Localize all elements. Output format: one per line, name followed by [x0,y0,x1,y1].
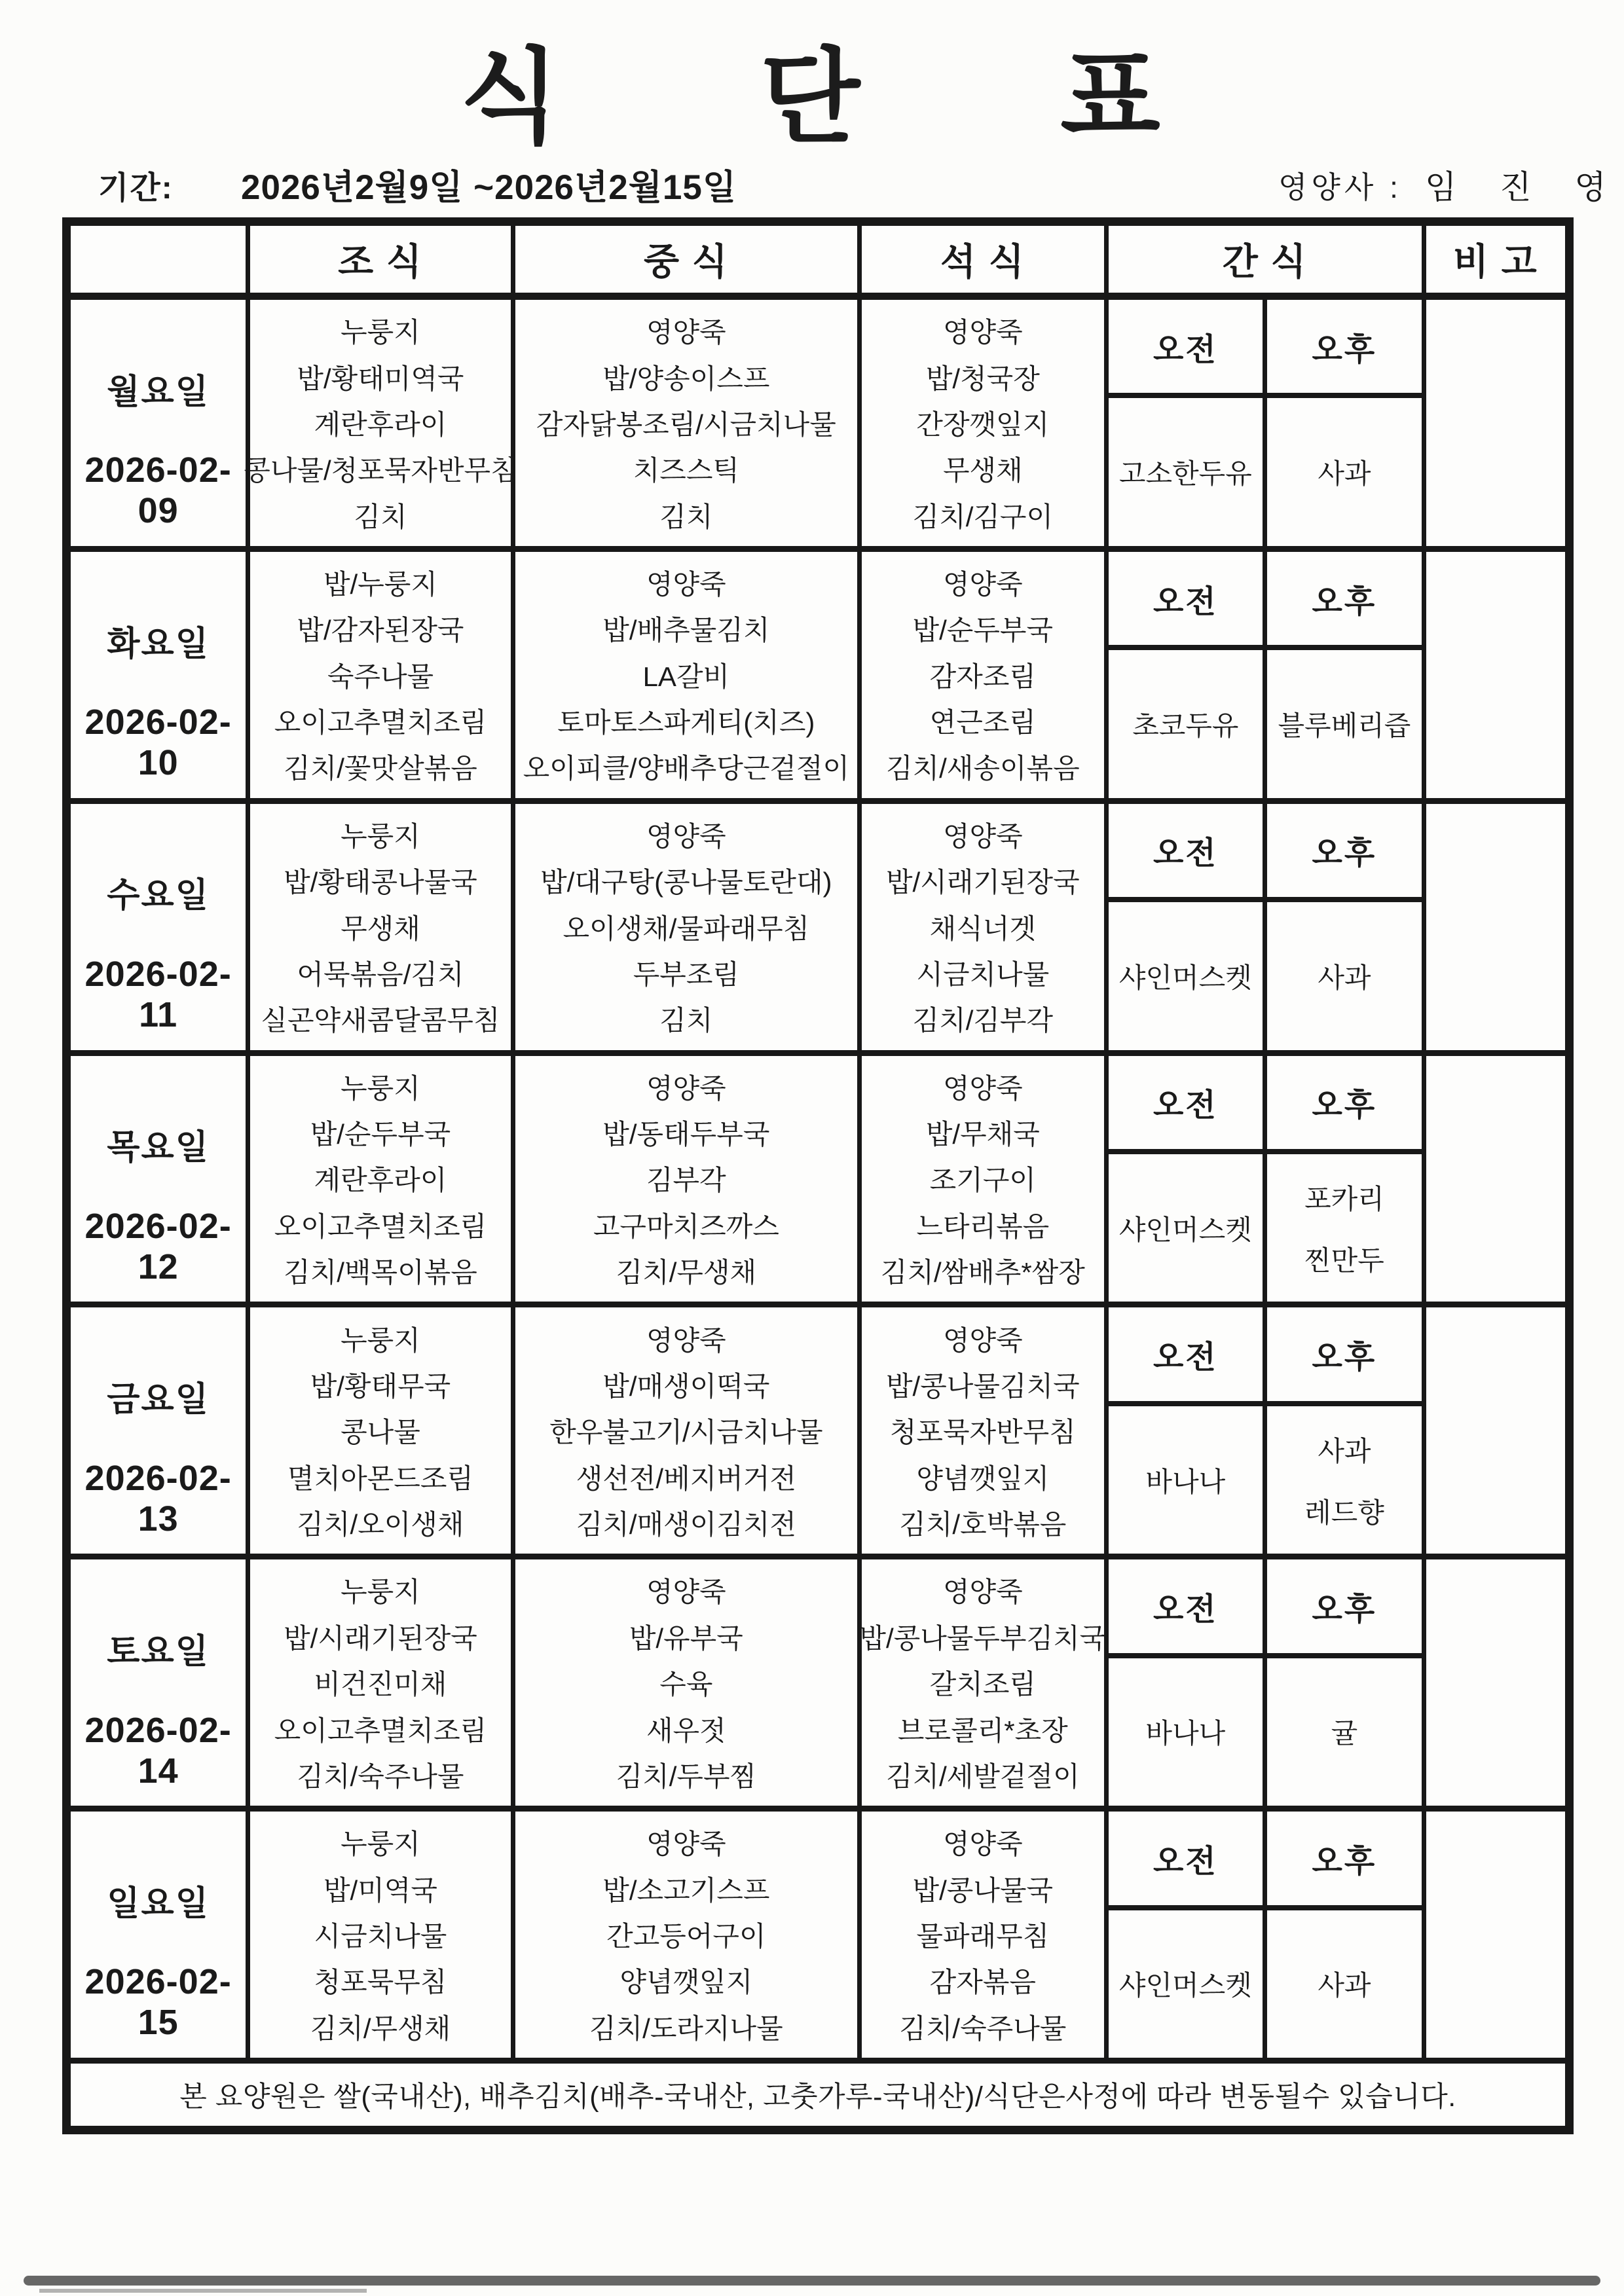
snack-pm-items [1267,1910,1422,2058]
snack-pm-header: 오후 [1267,1812,1422,1910]
breakfast-cell [250,1559,515,1806]
menu-item: 누룽지 [341,317,420,348]
menu-item: 브로콜리*초장 [897,1715,1068,1746]
day-note-cell [1426,1307,1565,1554]
snack-am-items [1109,1658,1263,1806]
snack-am-cell [1109,552,1268,798]
menu-item: 밥/콩나물두부김치국 [859,1622,1107,1654]
snack-item: 샤인머스켓 [1118,962,1252,993]
menu-item: 김치/숙주나물 [899,2013,1067,2044]
menu-item: 밥/청국장 [925,363,1040,394]
day-cell [71,552,250,798]
nutritionist-label: 영양사 : [1278,170,1402,204]
snack-item: 사과 [1318,1435,1371,1467]
snack-item: 샤인머스켓 [1118,1214,1252,1245]
snack-am-cell [1109,804,1268,1050]
snack-item: 사과 [1318,458,1371,490]
snack-pm-cell [1267,1812,1426,2058]
snack-item: 샤인머스켓 [1118,1970,1252,2001]
menu-item: 오이고추멸치조림 [274,707,487,738]
snack-am-cell [1109,1559,1268,1806]
menu-item: 멸치아몬드조림 [287,1463,473,1494]
breakfast-cell [250,804,515,1050]
menu-item: 영양죽 [942,1576,1023,1608]
menu-item: 영양죽 [646,820,726,852]
menu-item: 연근조림 [929,707,1036,738]
menu-item: 영양죽 [942,1829,1023,1860]
snack-am-items [1109,398,1263,546]
table-footer-note [71,2064,1565,2126]
menu-item: 누룽지 [341,1576,420,1608]
dinner-cell [862,300,1109,546]
table-header-row [71,226,1565,300]
snack-am-items [1109,1910,1263,2058]
dinner-cell [859,1559,1109,1806]
menu-item: 밥/소고기스프 [602,1874,770,1906]
breakfast-cell [250,1812,515,2058]
snack-item: 바나나 [1145,1466,1226,1497]
dinner-cell [862,552,1109,798]
snack-pm-header: 오후 [1267,1056,1422,1154]
snack-pm-items [1267,902,1422,1050]
menu-item: 무생채 [341,913,420,944]
day-row [71,552,1565,804]
day-cell [71,1559,250,1806]
snack-pm-items [1267,1154,1422,1302]
snack-item: 사과 [1318,962,1371,993]
dinner-cell [862,1812,1109,2058]
day-row [71,1056,1565,1308]
snack-pm-cell [1267,552,1426,798]
snack-pm-header: 오후 [1267,804,1422,902]
menu-item: 밥/감자된장국 [297,615,464,646]
day-name-label: 금요일 [107,1381,210,1419]
menu-item: 김치 [354,501,407,532]
nutritionist-name: 임 진 영 [1425,169,1623,206]
menu-item: 느타리볶음 [916,1211,1050,1242]
menu-item: 밥/동태두부국 [602,1119,770,1150]
menu-item: 영양죽 [646,1829,726,1860]
snack-item: 고소한두유 [1118,458,1252,490]
lunch-cell [515,804,862,1050]
menu-item: 김치/새송이볶음 [885,753,1080,784]
snack-am-cell [1109,1812,1268,2058]
menu-item: 감자닭봉조림/시금치나물 [536,409,836,440]
menu-item: 밥/황태미역국 [297,363,464,394]
snack-pm-cell [1267,1307,1426,1554]
menu-item: 실곤약새콤달콤무침 [261,1005,500,1036]
day-date-label: 2026-02-12 [84,1206,232,1286]
day-row [71,804,1565,1056]
breakfast-cell [250,552,515,798]
menu-item: 숙주나물 [327,661,434,692]
day-cell [71,1056,250,1302]
period-label: 기간: [98,171,174,206]
menu-item: 감자조림 [929,661,1036,692]
header-snack: 간 식 [1109,226,1426,293]
menu-item: 치즈스틱 [633,455,739,486]
breakfast-cell [250,1056,515,1302]
menu-item: 양념깻잎지 [619,1967,753,1998]
day-note-cell [1426,1812,1565,2058]
menu-item: 어묵볶음/김치 [297,958,464,990]
menu-item: 양념깻잎지 [916,1463,1050,1494]
menu-item: 김치/도라지나물 [589,2013,783,2044]
menu-item: 계란후라이 [314,1165,447,1196]
menu-item: 밥/유부국 [629,1622,743,1654]
header-breakfast: 조 식 [250,226,515,293]
day-name-label: 토요일 [107,1633,210,1671]
menu-item: 누룽지 [341,1324,420,1356]
day-note-cell [1426,804,1565,1050]
snack-am-header: 오전 [1109,552,1263,650]
menu-item: 영양죽 [942,317,1023,348]
menu-item: 영양죽 [646,1072,726,1104]
day-note-cell [1426,300,1565,546]
menu-item: 김치/꽃맛살볶음 [284,753,477,784]
menu-item: 조기구이 [929,1165,1036,1196]
breakfast-cell [250,1307,515,1554]
menu-item: 수육 [659,1669,713,1700]
menu-item: 콩나물 [341,1417,420,1448]
snack-am-header: 오전 [1109,804,1263,902]
menu-item: 밥/무채국 [925,1119,1040,1150]
menu-item: 김치 [659,1005,713,1036]
menu-item: 청포묵무침 [314,1967,447,1998]
day-note-cell [1426,1056,1565,1302]
menu-item: 두부조림 [633,958,739,990]
day-row [71,1307,1565,1559]
dinner-cell [862,1307,1109,1554]
lunch-cell [515,1559,862,1806]
menu-item: 밥/순두부국 [912,615,1054,646]
menu-item: 김치/무생채 [310,2013,451,2044]
lunch-cell [515,300,862,546]
menu-item: 김치/김부각 [912,1005,1054,1036]
menu-item: 밥/황태콩나물국 [284,867,477,898]
snack-pm-items [1267,1406,1422,1554]
snack-item: 블루베리즙 [1278,710,1411,741]
menu-item: 김치/세발겉절이 [885,1760,1080,1792]
menu-item: 시금치나물 [916,958,1050,990]
snack-item: 찐만두 [1304,1245,1384,1276]
snack-pm-header: 오후 [1267,1559,1422,1658]
snack-item: 귤 [1331,1718,1358,1749]
menu-item: 간고등어구이 [606,1921,766,1952]
period-value: 2026년2월9일 ~2026년2월15일 [241,168,737,207]
snack-am-header: 오전 [1109,300,1263,398]
snack-pm-header: 오후 [1267,1307,1422,1406]
page-title: 식 단 표 [460,40,1164,155]
menu-item: 김부각 [646,1165,726,1196]
menu-item: 영양죽 [942,569,1023,600]
menu-item: 영양죽 [942,1324,1023,1356]
snack-am-cell [1109,1307,1268,1554]
snack-am-items [1109,902,1263,1050]
menu-item: 누룽지 [341,1072,420,1104]
header-day [71,226,250,293]
menu-item: 누룽지 [341,820,420,852]
snack-am-items [1109,1154,1263,1302]
snack-item: 바나나 [1145,1718,1226,1749]
menu-item: 밥/황태무국 [310,1370,451,1402]
menu-item: 고구마치즈까스 [593,1211,779,1242]
snack-item: 초코두유 [1132,710,1239,741]
menu-item: 비건진미채 [314,1669,447,1700]
menu-item: 채식너겟 [929,913,1036,944]
dinner-cell [862,804,1109,1050]
menu-item: 밥/누룽지 [323,569,437,600]
day-note-cell [1426,1559,1565,1806]
day-name-label: 목요일 [107,1129,210,1167]
snack-am-header: 오전 [1109,1812,1263,1910]
menu-item: 콩나물/청포묵자반무침 [244,455,517,486]
lunch-cell [515,552,862,798]
snack-item: 포카리 [1304,1183,1384,1214]
menu-item: 밥/시래기된장국 [885,867,1080,898]
snack-pm-header: 오후 [1267,552,1422,650]
menu-item: 밥/양송이스프 [602,363,770,394]
day-name-label: 월요일 [107,373,210,411]
day-cell [71,804,250,1050]
lunch-cell [515,1056,862,1302]
snack-pm-items [1267,398,1422,546]
menu-item: 오이피클/양배추당근겉절이 [523,753,850,784]
dinner-cell [862,1056,1109,1302]
menu-item: 감자볶음 [929,1967,1036,1998]
snack-item: 사과 [1318,1970,1371,2001]
menu-item: 무생채 [942,455,1023,486]
menu-item: 새우젓 [646,1715,726,1746]
header-dinner: 석 식 [862,226,1109,293]
day-date-label: 2026-02-15 [84,1962,232,2043]
menu-table [62,217,1574,2134]
snack-am-header: 오전 [1109,1056,1263,1154]
scan-artifact [39,2289,367,2293]
menu-item: 오이생채/물파래무침 [563,913,810,944]
menu-item: 밥/매생이떡국 [602,1370,770,1402]
menu-item: 영양죽 [942,820,1023,852]
menu-item: 오이고추멸치조림 [274,1715,487,1746]
snack-am-items [1109,1406,1263,1554]
breakfast-cell [244,300,517,546]
menu-item: 밥/미역국 [323,1874,437,1906]
menu-item: 한우불고기/시금치나물 [549,1417,823,1448]
snack-am-header: 오전 [1109,1559,1263,1658]
day-name-label: 수요일 [107,877,210,915]
snack-item: 레드향 [1304,1497,1384,1528]
day-row [71,300,1565,552]
footer-note-text: 본 요양원은 쌀(국내산), 배추김치(배추-국내산, 고춧가루-국내산)/식단은사정에 따라 변동될수 있습니다. [179,2081,1456,2113]
menu-item: 김치/두부찜 [616,1760,757,1792]
day-name-label: 일요일 [107,1884,210,1923]
day-date-label: 2026-02-11 [84,954,232,1034]
snack-pm-header: 오후 [1267,300,1422,398]
snack-pm-cell [1267,804,1426,1050]
header-note: 비 고 [1452,241,1538,282]
menu-item: 누룽지 [341,1829,420,1860]
day-date-label: 2026-02-10 [84,702,232,783]
day-date-label: 2026-02-13 [84,1458,232,1539]
snack-pm-items [1267,1658,1422,1806]
menu-item: 밥/배추물김치 [602,615,770,646]
scan-artifact [24,2276,1600,2286]
snack-am-items [1109,650,1263,798]
menu-item: 밥/순두부국 [310,1119,451,1150]
menu-item: 토마토스파게티(치즈) [557,707,815,738]
day-note-cell [1426,552,1565,798]
menu-item: 오이고추멸치조림 [274,1211,487,1242]
day-row [71,1559,1565,1812]
menu-item: 영양죽 [646,1324,726,1356]
day-cell [71,1812,250,2058]
menu-item: 밥/콩나물김치국 [885,1370,1080,1402]
menu-item: LA갈비 [642,661,730,692]
lunch-cell [515,1307,862,1554]
day-row [71,1812,1565,2064]
menu-item: 김치 [659,501,713,532]
snack-am-header: 오전 [1109,1307,1263,1406]
menu-item: 김치/매생이김치전 [576,1509,796,1540]
menu-item: 김치/김구이 [912,501,1054,532]
menu-item: 영양죽 [646,317,726,348]
snack-pm-cell [1267,1559,1426,1806]
lunch-cell [515,1812,862,2058]
menu-item: 밥/콩나물국 [912,1874,1054,1906]
menu-item: 김치/숙주나물 [297,1760,464,1792]
menu-item: 시금치나물 [314,1921,447,1952]
snack-pm-items [1267,650,1422,798]
day-cell [71,300,250,546]
snack-am-cell [1109,300,1268,546]
day-name-label: 화요일 [107,625,210,663]
menu-item: 김치/호박볶음 [899,1509,1067,1540]
menu-item: 김치/오이생채 [297,1509,464,1540]
menu-item: 김치/백목이볶음 [284,1257,477,1288]
menu-item: 물파래무침 [916,1921,1050,1952]
menu-item: 영양죽 [646,1576,726,1608]
snack-pm-cell [1267,1056,1426,1302]
day-date-label: 2026-02-14 [84,1710,232,1791]
menu-item: 간장깻잎지 [916,409,1050,440]
snack-am-cell [1109,1056,1268,1302]
menu-item: 영양죽 [942,1072,1023,1104]
menu-item: 김치/무생채 [616,1257,757,1288]
menu-item: 계란후라이 [314,409,447,440]
menu-item: 영양죽 [646,569,726,600]
snack-pm-cell [1267,300,1426,546]
menu-item: 밥/대구탕(콩나물토란대) [540,867,832,898]
menu-item: 생선전/베지버거전 [576,1463,796,1494]
day-date-label: 2026-02-09 [84,450,232,531]
day-cell [71,1307,250,1554]
header-lunch: 중 식 [515,226,862,293]
menu-item: 김치/쌈배추*쌈장 [880,1257,1085,1288]
menu-item: 갈치조림 [929,1669,1036,1700]
menu-item: 청포묵자반무침 [889,1417,1076,1448]
menu-item: 밥/시래기된장국 [284,1622,477,1654]
